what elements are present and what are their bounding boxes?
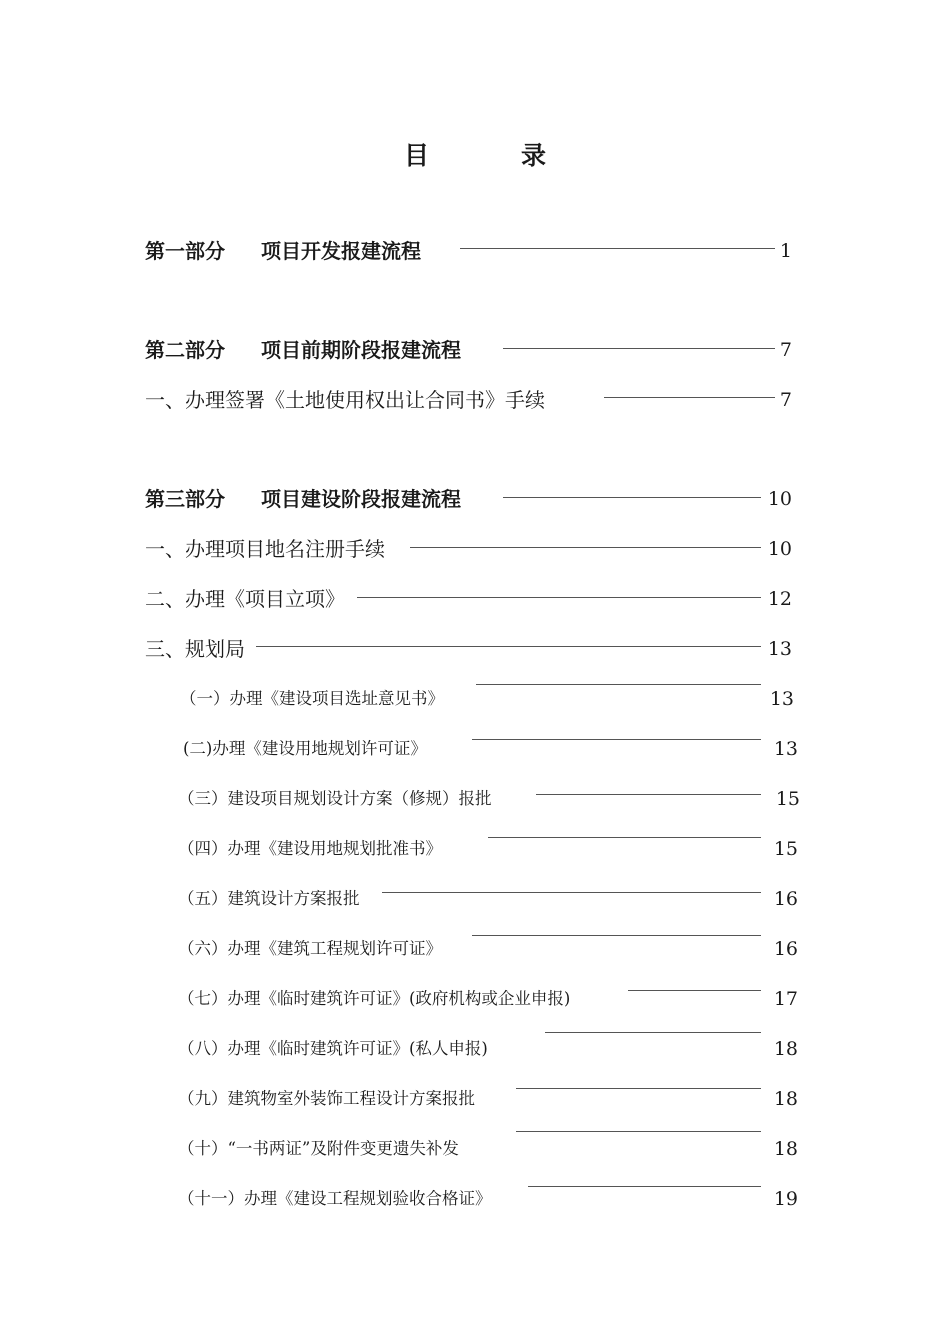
toc-entry-text: （十）“一书两证”及附件变更遗失补发 [178, 1139, 459, 1158]
toc-entry-part3[interactable] [0, 484, 950, 514]
page-number: 16 [773, 938, 798, 960]
leader-line [357, 597, 761, 598]
toc-entry[interactable] [0, 884, 950, 914]
title-left-char: 目 [403, 141, 429, 170]
leader-line [516, 1131, 761, 1132]
toc-entry[interactable] [0, 984, 950, 1014]
leader-line [476, 684, 761, 685]
page-number: 15 [773, 838, 798, 860]
leader-line [528, 1186, 761, 1187]
toc-entry-text: （六）办理《建筑工程规划许可证》 [178, 939, 442, 958]
part-title: 项目前期阶段报建流程 [261, 338, 461, 362]
toc-entry[interactable] [0, 1184, 950, 1214]
page-number: 18 [773, 1088, 798, 1110]
leader-line [488, 837, 761, 838]
page-number: 12 [767, 588, 792, 610]
toc-entry[interactable] [0, 834, 950, 864]
leader-line [472, 935, 761, 936]
page-number: 7 [779, 389, 792, 411]
page-number: 17 [773, 988, 798, 1010]
leader-line [503, 348, 775, 349]
toc-entry-text [145, 335, 461, 365]
title-right-char: 录 [521, 141, 547, 170]
page-number: 18 [773, 1038, 798, 1060]
toc-entry-text: （一）办理《建设项目选址意见书》 [180, 689, 444, 708]
leader-line [256, 646, 761, 647]
toc-entry-text: （九）建筑物室外装饰工程设计方案报批 [178, 1089, 475, 1108]
leader-line [516, 1088, 761, 1089]
leader-line [460, 248, 775, 249]
toc-entry-text: （十一）办理《建设工程规划验收合格证》 [178, 1189, 492, 1208]
page-number: 1 [779, 240, 792, 262]
toc-entry-text [145, 484, 461, 514]
toc-entry[interactable] [0, 684, 950, 714]
toc-entry-text: 一、办理项目地名注册手续 [145, 537, 385, 561]
page-number: 18 [773, 1138, 798, 1160]
toc-entry-text: （七）办理《临时建筑许可证》(政府机构或企业申报) [178, 989, 571, 1008]
toc-entry-text: 一、办理签署《土地使用权出让合同书》手续 [145, 388, 545, 412]
leader-line [628, 990, 761, 991]
toc-entry-part2[interactable] [0, 335, 950, 365]
toc-entry-text [145, 236, 421, 266]
page-number: 16 [773, 888, 798, 910]
toc-entry[interactable] [0, 584, 950, 614]
part-label: 第二部分 [145, 338, 225, 362]
toc-entry-text: 二、办理《项目立项》 [145, 587, 345, 611]
leader-line [503, 497, 761, 498]
toc-entry[interactable] [0, 634, 950, 664]
page-title [0, 136, 950, 172]
page-number: 10 [767, 538, 792, 560]
toc-entry[interactable] [0, 934, 950, 964]
page-number: 13 [773, 738, 798, 760]
page-number: 15 [775, 788, 800, 810]
leader-line [472, 739, 761, 740]
page-number: 10 [767, 488, 792, 510]
toc-entry[interactable] [0, 1034, 950, 1064]
leader-line [604, 397, 775, 398]
toc-entry-text: （三）建设项目规划设计方案（修规）报批 [178, 789, 492, 808]
toc-entry-text: （八）办理《临时建筑许可证》(私人申报) [178, 1039, 488, 1058]
toc-entry-text: （四）办理《建设用地规划批准书》 [178, 839, 442, 858]
part-label: 第一部分 [145, 239, 225, 263]
toc-entry[interactable] [0, 784, 950, 814]
toc-entry[interactable] [0, 534, 950, 564]
page-number: 7 [779, 339, 792, 361]
toc-entry-text: (二)办理《建设用地规划许可证》 [183, 739, 427, 758]
page-number: 13 [769, 688, 794, 710]
page-number: 19 [773, 1188, 798, 1210]
toc-entry[interactable] [0, 734, 950, 764]
toc-entry[interactable] [0, 1134, 950, 1164]
leader-line [545, 1032, 761, 1033]
toc-entry-part1[interactable] [0, 236, 950, 266]
toc-entry-text: 三、规划局 [145, 637, 245, 661]
page-number: 13 [767, 638, 792, 660]
part-label: 第三部分 [145, 487, 225, 511]
leader-line [382, 892, 761, 893]
part-title: 项目建设阶段报建流程 [261, 487, 461, 511]
part-title: 项目开发报建流程 [261, 239, 421, 263]
toc-entry[interactable] [0, 385, 950, 415]
toc-entry-text: （五）建筑设计方案报批 [178, 889, 360, 908]
leader-line [536, 794, 761, 795]
toc-entry[interactable] [0, 1084, 950, 1114]
leader-line [410, 547, 761, 548]
